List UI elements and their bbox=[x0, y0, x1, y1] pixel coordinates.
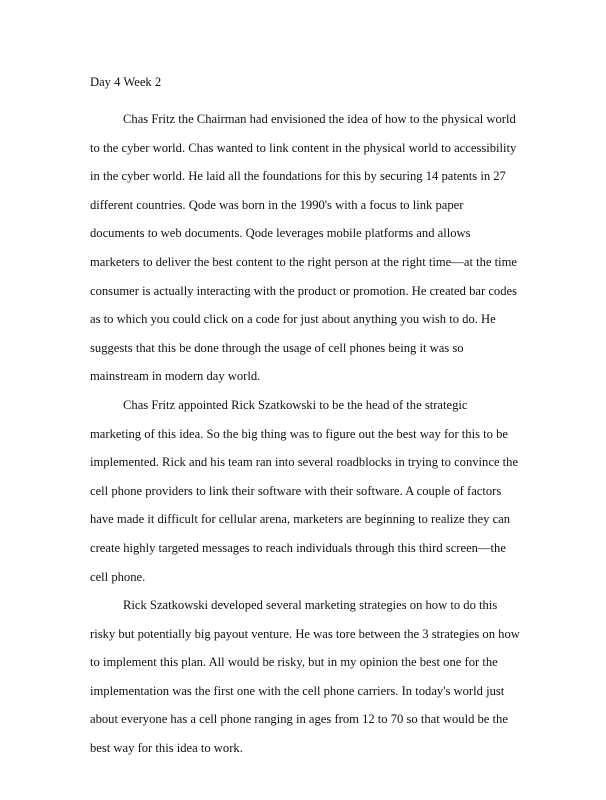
document-body bbox=[90, 105, 520, 763]
document-heading: Day 4 Week 2 bbox=[90, 75, 162, 89]
paragraph-2: Chas Fritz appointed Rick Szatkowski to be the head of the strategic marketing of this idea. So the big thing was to figure out the best way for this to be implemented. Rick and his team ran into several roadblocks in trying to convince the cell phone providers to link their software with their software. A couple of factors have made it difficult for cellular arena, marketers are beginning to realize they can create highly targeted messages to reach individuals through this third screen—the cell phone. bbox=[90, 397, 519, 584]
paragraph-1: Chas Fritz the Chairman had envisioned the idea of how to the physical world to the cyber world. Chas wanted to link content in the physical world to accessibility in the cyber world. He laid all the foundations for this by securing 14 patents in 27 different countries. Qode was born in the 1990's with a focus to link paper documents to web documents. Qode leverages mobile platforms and allows marketers to deliver the best content to the right person at the right time—at the time consumer is actually interacting with the product or promotion. He created bar codes as to which you could click on a code for just about anything you wish to do. He suggests that this be done through the usage of cell phones being it was so mainstream in modern day world. bbox=[90, 112, 518, 384]
paragraph-3: Rick Szatkowski developed several marketing strategies on how to do this risky but potentially big payout venture. He was tore between the 3 strategies on how to implement this plan. All would be risky, but in my opinion the best one for the implementation was the first one with the cell phone carriers. In today's world just about everyone has a cell phone ranging in ages from 12 to 70 so that would be the best way for this idea to work. bbox=[90, 598, 520, 756]
